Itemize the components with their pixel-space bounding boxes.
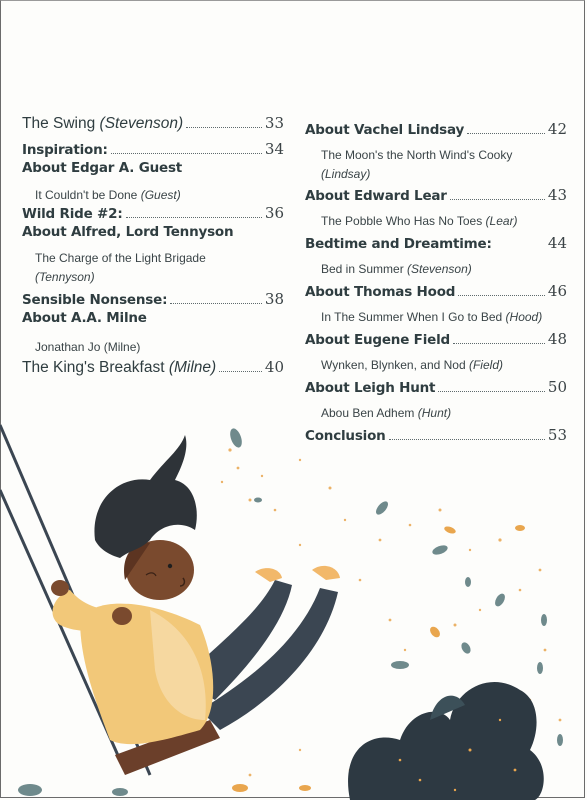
poem-line: The Pobble Who Has No Toes (Lear) [321, 214, 518, 228]
page-number: 46 [547, 282, 567, 300]
toc-entry-edward-lear[interactable] [305, 186, 567, 231]
poem-line: It Couldn't be Done (Guest) [35, 188, 181, 202]
entry-subtitle: About Edgar A. Guest [22, 160, 183, 176]
poem-line: Jonathan Jo (Milne) [35, 340, 141, 354]
poem-line: The Moon's the North Wind's Cooky (Lindsay) [321, 148, 513, 181]
toc-entry-bedtime[interactable] [305, 234, 567, 279]
toc-entry-sensible-nonsense[interactable] [22, 290, 284, 357]
page-number: 42 [547, 120, 567, 138]
toc-entry-inspiration[interactable] [22, 140, 284, 205]
dot-leader [467, 133, 545, 134]
entry-title: Inspiration: [22, 142, 108, 158]
page-number: 43 [547, 186, 567, 204]
girl-figure [51, 435, 340, 775]
entry-title: The Swing (Stevenson) [22, 115, 184, 132]
poem-line: Bed in Summer (Stevenson) [321, 262, 472, 276]
poem-line: In The Summer When I Go to Bed (Hood) [321, 310, 543, 324]
dot-leader [458, 295, 545, 296]
toc-entry-the-swing[interactable] [22, 114, 284, 133]
dot-leader [170, 303, 262, 304]
page-number: 50 [547, 378, 567, 396]
girl-on-swing-illustration [0, 420, 587, 800]
dot-leader [450, 199, 545, 200]
entry-title: Conclusion [305, 428, 386, 444]
bush [348, 682, 544, 800]
page-number: 36 [264, 204, 284, 222]
toc-entry-vachel-lindsay[interactable] [305, 120, 567, 184]
page-number: 33 [264, 114, 284, 132]
page-number: 48 [547, 330, 567, 348]
toc-entry-kings-breakfast[interactable] [22, 358, 284, 377]
dot-leader [186, 127, 262, 128]
page-number: 40 [264, 358, 284, 376]
toc-entry-eugene-field[interactable] [305, 330, 567, 375]
dot-leader [126, 217, 262, 218]
entry-title: About Eugene Field [305, 332, 450, 348]
page-number: 44 [547, 234, 567, 252]
poem-line: Wynken, Blynken, and Nod (Field) [321, 358, 503, 372]
page-number: 53 [547, 426, 567, 444]
entry-title: Bedtime and Dreamtime: [305, 236, 492, 252]
entry-title: Sensible Nonsense: [22, 292, 168, 308]
toc-entry-thomas-hood[interactable] [305, 282, 567, 327]
entry-subtitle: About A.A. Milne [22, 310, 147, 326]
dot-leader [111, 153, 262, 154]
dot-leader [453, 343, 545, 344]
dot-leader [219, 371, 262, 372]
entry-title: The King's Breakfast (Milne) [22, 359, 217, 376]
toc-entry-wild-ride[interactable] [22, 204, 284, 287]
entry-title: About Leigh Hunt [305, 380, 436, 396]
poem-line: Abou Ben Adhem (Hunt) [321, 406, 452, 420]
page-number: 38 [264, 290, 284, 308]
entry-title: About Thomas Hood [305, 284, 456, 300]
dot-leader [438, 391, 545, 392]
entry-title: About Vachel Lindsay [305, 122, 465, 138]
entry-title: Wild Ride #2: [22, 206, 123, 222]
poem-line: The Charge of the Light Brigade (Tennyson) [35, 251, 206, 284]
toc-entry-leigh-hunt[interactable] [305, 378, 567, 423]
page-number: 34 [264, 140, 284, 158]
entry-subtitle: About Alfred, Lord Tennyson [22, 224, 234, 240]
dot-leader [495, 247, 545, 248]
entry-title: About Edward Lear [305, 188, 447, 204]
